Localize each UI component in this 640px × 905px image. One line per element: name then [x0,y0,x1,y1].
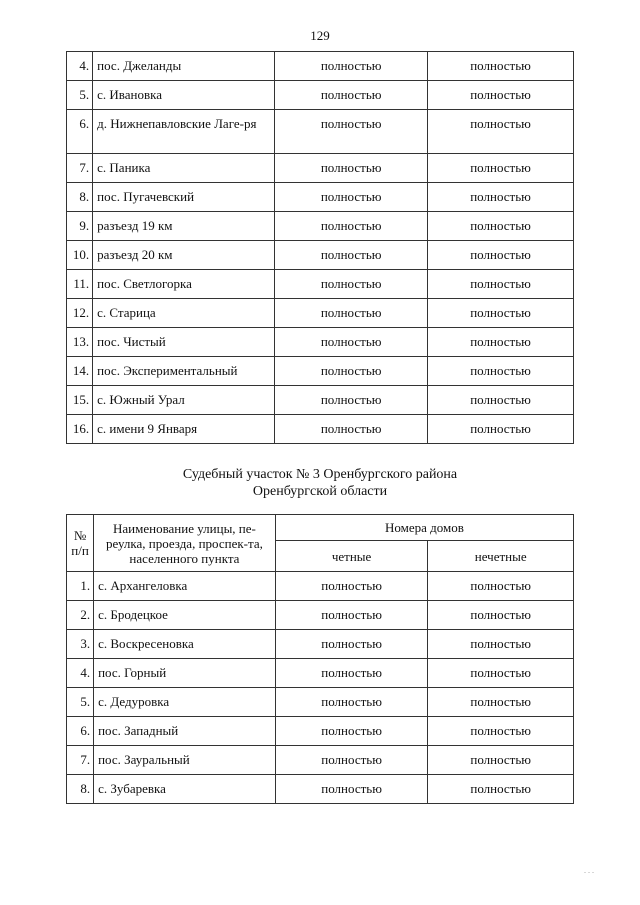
row-number: 7. [67,154,93,183]
even-houses: полностью [275,688,428,717]
odd-houses: полностью [428,299,574,328]
table-row [67,154,574,183]
odd-houses: полностью [428,52,574,81]
table-row [67,775,574,804]
table-row [67,717,574,746]
row-number: 11. [67,270,93,299]
table2-header [67,515,574,572]
even-houses: полностью [275,717,428,746]
settlement-name: с. Паника [93,154,275,183]
table-row [67,688,574,717]
table-row [67,183,574,212]
even-houses: полностью [275,746,428,775]
table-row [67,572,574,601]
header-name: Наименование улицы, пе-реулка, проезда, проспек-та, населенного пункта [94,515,276,572]
header-odd: нечетные [428,541,574,572]
even-houses: полностью [275,299,428,328]
settlement-name: разъезд 19 км [93,212,275,241]
table-row [67,299,574,328]
table-row [67,630,574,659]
even-houses: полностью [275,241,428,270]
odd-houses: полностью [428,659,574,688]
section-title-line1: Судебный участок № 3 Оренбургского района [182,467,458,482]
table1-body [67,52,574,444]
table2-body [67,572,574,804]
row-number: 13. [67,328,93,357]
even-houses: полностью [275,212,428,241]
row-number: 7. [67,746,94,775]
odd-houses: полностью [428,630,574,659]
odd-houses: полностью [428,110,574,154]
settlement-name: пос. Чистый [93,328,275,357]
odd-houses: полностью [428,154,574,183]
row-number: 6. [67,110,93,154]
row-number: 5. [67,688,94,717]
section-title-line2: Оренбургской области [252,484,388,499]
odd-houses: полностью [428,601,574,630]
corner-mark: . . . [584,866,594,875]
table-row [67,601,574,630]
table-row [67,241,574,270]
row-number: 8. [67,183,93,212]
section-title [0,466,640,500]
row-number: 12. [67,299,93,328]
row-number: 8. [67,775,94,804]
court-district-3-table [66,514,574,804]
page-number: 129 [310,28,330,43]
header-num: № п/п [67,515,94,572]
odd-houses: полностью [428,241,574,270]
settlement-name: пос. Пугачевский [93,183,275,212]
even-houses: полностью [275,270,428,299]
even-houses: полностью [275,52,428,81]
settlement-name: пос. Джеланды [93,52,275,81]
table-row [67,746,574,775]
row-number: 10. [67,241,93,270]
odd-houses: полностью [428,328,574,357]
settlement-name: с. имени 9 Января [93,415,275,444]
even-houses: полностью [275,154,428,183]
odd-houses: полностью [428,775,574,804]
settlement-name: пос. Горный [94,659,276,688]
even-houses: полностью [275,328,428,357]
row-number: 16. [67,415,93,444]
odd-houses: полностью [428,572,574,601]
odd-houses: полностью [428,270,574,299]
even-houses: полностью [275,572,428,601]
header-even: четные [275,541,428,572]
odd-houses: полностью [428,746,574,775]
odd-houses: полностью [428,183,574,212]
table-row [67,270,574,299]
settlement-name: с. Зубаревка [94,775,276,804]
row-number: 3. [67,630,94,659]
settlement-name: с. Южный Урал [93,386,275,415]
even-houses: полностью [275,183,428,212]
settlement-name: д. Нижнепавловские Лаге-ря [93,110,275,154]
table-row [67,386,574,415]
settlement-name: пос. Западный [94,717,276,746]
settlement-name: пос. Зауральный [94,746,276,775]
row-number: 4. [67,659,94,688]
table-row [67,659,574,688]
even-houses: полностью [275,775,428,804]
settlement-name: с. Воскресеновка [94,630,276,659]
odd-houses: полностью [428,357,574,386]
odd-houses: полностью [428,415,574,444]
row-number: 1. [67,572,94,601]
table-row [67,212,574,241]
table-row [67,81,574,110]
even-houses: полностью [275,415,428,444]
odd-houses: полностью [428,386,574,415]
odd-houses: полностью [428,212,574,241]
header-house-numbers: Номера домов [275,515,573,541]
table-row [67,357,574,386]
odd-houses: полностью [428,81,574,110]
row-number: 4. [67,52,93,81]
even-houses: полностью [275,659,428,688]
settlements-table-continued [66,51,574,444]
settlement-name: с. Архангеловка [94,572,276,601]
row-number: 5. [67,81,93,110]
settlement-name: пос. Экспериментальный [93,357,275,386]
row-number: 2. [67,601,94,630]
table-row [67,328,574,357]
odd-houses: полностью [428,688,574,717]
even-houses: полностью [275,110,428,154]
settlement-name: пос. Светлогорка [93,270,275,299]
settlement-name: с. Бродецкое [94,601,276,630]
even-houses: полностью [275,357,428,386]
table-row [67,110,574,154]
settlement-name: с. Ивановка [93,81,275,110]
settlement-name: разъезд 20 км [93,241,275,270]
row-number: 14. [67,357,93,386]
settlement-name: с. Дедуровка [94,688,276,717]
row-number: 15. [67,386,93,415]
even-houses: полностью [275,386,428,415]
settlement-name: с. Старица [93,299,275,328]
odd-houses: полностью [428,717,574,746]
even-houses: полностью [275,81,428,110]
row-number: 9. [67,212,93,241]
table-row [67,415,574,444]
even-houses: полностью [275,630,428,659]
even-houses: полностью [275,601,428,630]
table-row [67,52,574,81]
row-number: 6. [67,717,94,746]
